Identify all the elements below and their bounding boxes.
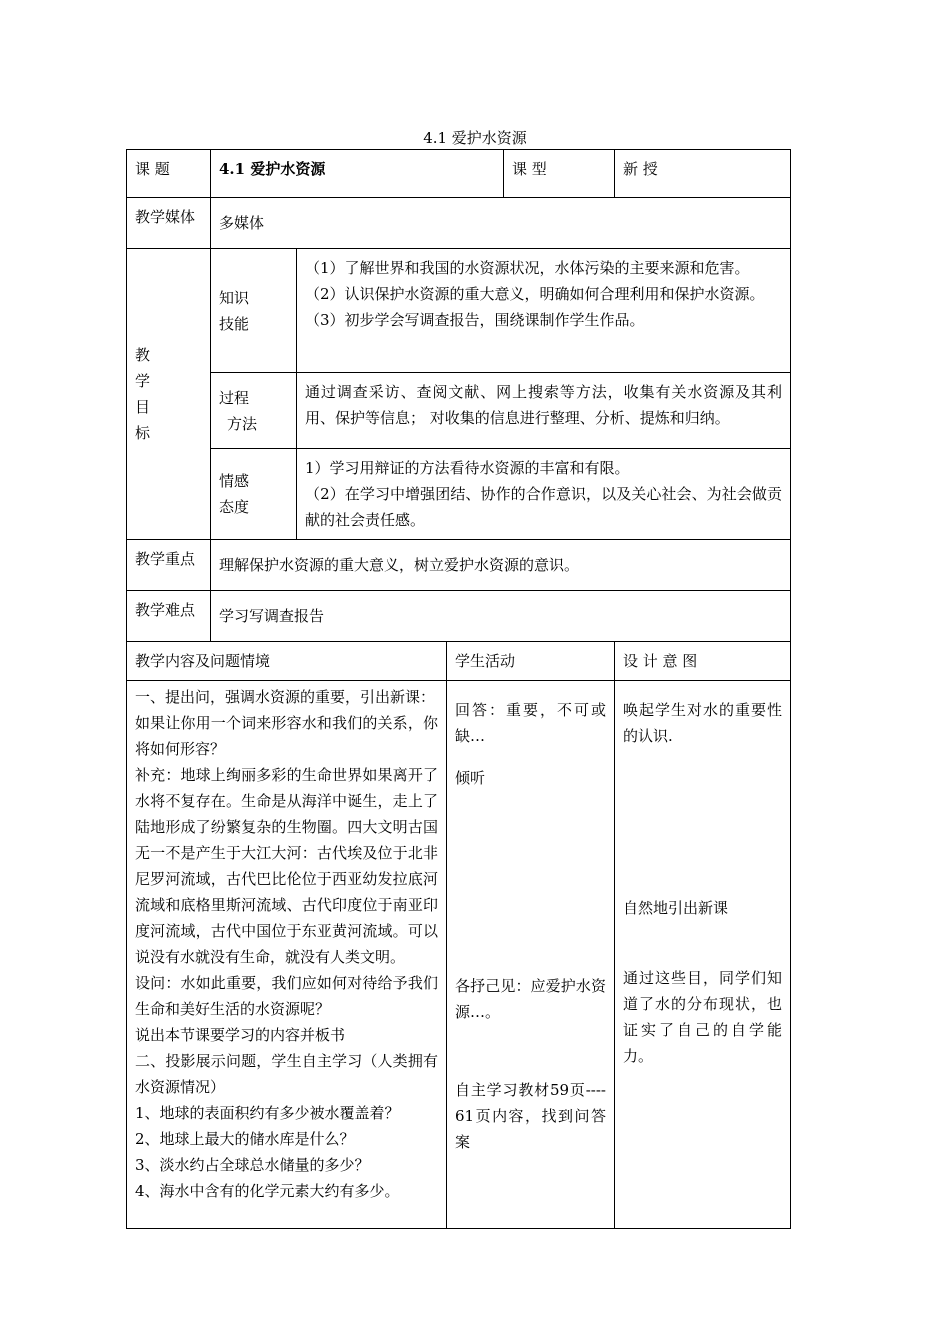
difficulty-value: 学习写调查报告 <box>211 591 791 642</box>
column-header-student: 学生活动 <box>447 642 615 681</box>
emotion-label-2: 态度 <box>219 498 250 516</box>
document-title: 4.1 爱护水资源 <box>423 129 527 147</box>
process-label <box>211 373 297 449</box>
content-line: 2、地球上最大的储水库是什么？ <box>135 1130 355 1148</box>
objectives-label-1: 教 <box>135 346 151 364</box>
column-header-content: 教学内容及问题情境 <box>127 642 447 681</box>
content-line: 如果让你用一个词来形容水和我们的关系，你将如何形容？ <box>135 714 438 758</box>
process-label-1: 过程 <box>219 388 250 407</box>
knowledge-item: （2）认识保护水资源的重大意义，明确如何合理利用和保护水资源。 <box>305 285 765 303</box>
student-listen: 倾听 <box>455 769 486 787</box>
process-content: 通过调查采访、查阅文献、网上搜索等方法，收集有关水资源及其利用、保护等信息； 对收集的信息进行整理、分析、提炼和归纳。 <box>297 373 791 449</box>
student-opinion: 各抒己见：应爱护水资源…。 <box>455 977 606 1021</box>
media-label: 教学媒体 <box>127 198 211 249</box>
topic-value: 4.1 爱护水资源 <box>211 150 504 198</box>
student-activity-cell <box>447 681 615 1229</box>
emotion-item: （2）在学习中增强团结、协作的合作意识，以及关心社会、为社会做贡献的社会责任感。 <box>305 485 782 529</box>
difficulty-label: 教学难点 <box>127 591 211 642</box>
process-label-2: 方法 <box>227 414 258 433</box>
design-lead: 自然地引出新课 <box>623 899 729 917</box>
knowledge-label-2: 技能 <box>219 314 250 333</box>
content-line: 说出本节课要学习的内容并板书 <box>135 1026 346 1044</box>
emotion-content <box>297 449 791 540</box>
content-line: 二、投影展示问题，学生自主学习（人类拥有水资源情况） <box>135 1052 438 1096</box>
content-line: 4、海水中含有的化学元素大约有多少。 <box>135 1182 400 1200</box>
content-line: 补充：地球上绚丽多彩的生命世界如果离开了水将不复存在。生命是从海洋中诞生，走上了陆地形成了纷繁复杂的生物圈。四大文明古国无一不是产生于大江大河：古代埃及位于北非尼罗河流域，古代巴比伦位于西亚幼发拉底河流域和底格里斯河流域、古代印度位于南亚印度河流域，古代中国位于东亚黄河流域。可以说没有水就没有生命，就没有人类文明。 <box>135 766 438 966</box>
objectives-label-2: 学 <box>135 372 151 390</box>
content-line: 设问：水如此重要，我们应如何对待给予我们生命和美好生活的水资源呢？ <box>135 974 438 1018</box>
type-label: 课 型 <box>504 150 615 198</box>
knowledge-label-1: 知识 <box>219 288 250 307</box>
content-line: 3、淡水约占全球总水储量的多少？ <box>135 1156 370 1174</box>
emotion-item: 1）学习用辩证的方法看待水资源的丰富和有限。 <box>305 459 630 477</box>
emotion-label-1: 情感 <box>219 472 250 490</box>
content-line: 一、提出问，强调水资源的重要，引出新课： <box>135 688 436 706</box>
design-arouse: 唤起学生对水的重要性的认识. <box>623 701 782 745</box>
objectives-label-3: 目 <box>135 398 151 416</box>
knowledge-item: （1）了解世界和我国的水资源状况，水体污染的主要来源和危害。 <box>305 259 750 277</box>
column-header-design: 设 计 意 图 <box>615 642 791 681</box>
type-value: 新 授 <box>615 150 791 198</box>
student-answer: 回答：重要，不可或缺… <box>455 701 606 745</box>
topic-label: 课 题 <box>127 150 211 198</box>
knowledge-item: （3）初步学会写调查报告，围绕课制作学生作品。 <box>305 311 645 329</box>
student-self-study: 自主学习教材59页----61页内容，找到问答案 <box>455 1081 606 1151</box>
media-value: 多媒体 <box>211 198 791 249</box>
design-conclusion: 通过这些目，同学们知道了水的分布现状，也证实了自己的自学能力。 <box>623 969 782 1065</box>
key-point-label: 教学重点 <box>127 540 211 591</box>
teaching-content-cell <box>127 681 447 1229</box>
objectives-label <box>127 249 211 540</box>
emotion-label <box>211 449 297 540</box>
design-intent-cell <box>615 681 791 1229</box>
knowledge-label <box>211 249 297 373</box>
key-point-value: 理解保护水资源的重大意义，树立爱护水资源的意识。 <box>211 540 791 591</box>
objectives-label-4: 标 <box>135 424 151 442</box>
knowledge-content <box>297 249 791 373</box>
content-line: 1、地球的表面积约有多少被水覆盖着？ <box>135 1104 400 1122</box>
lesson-plan-table <box>126 149 791 1229</box>
